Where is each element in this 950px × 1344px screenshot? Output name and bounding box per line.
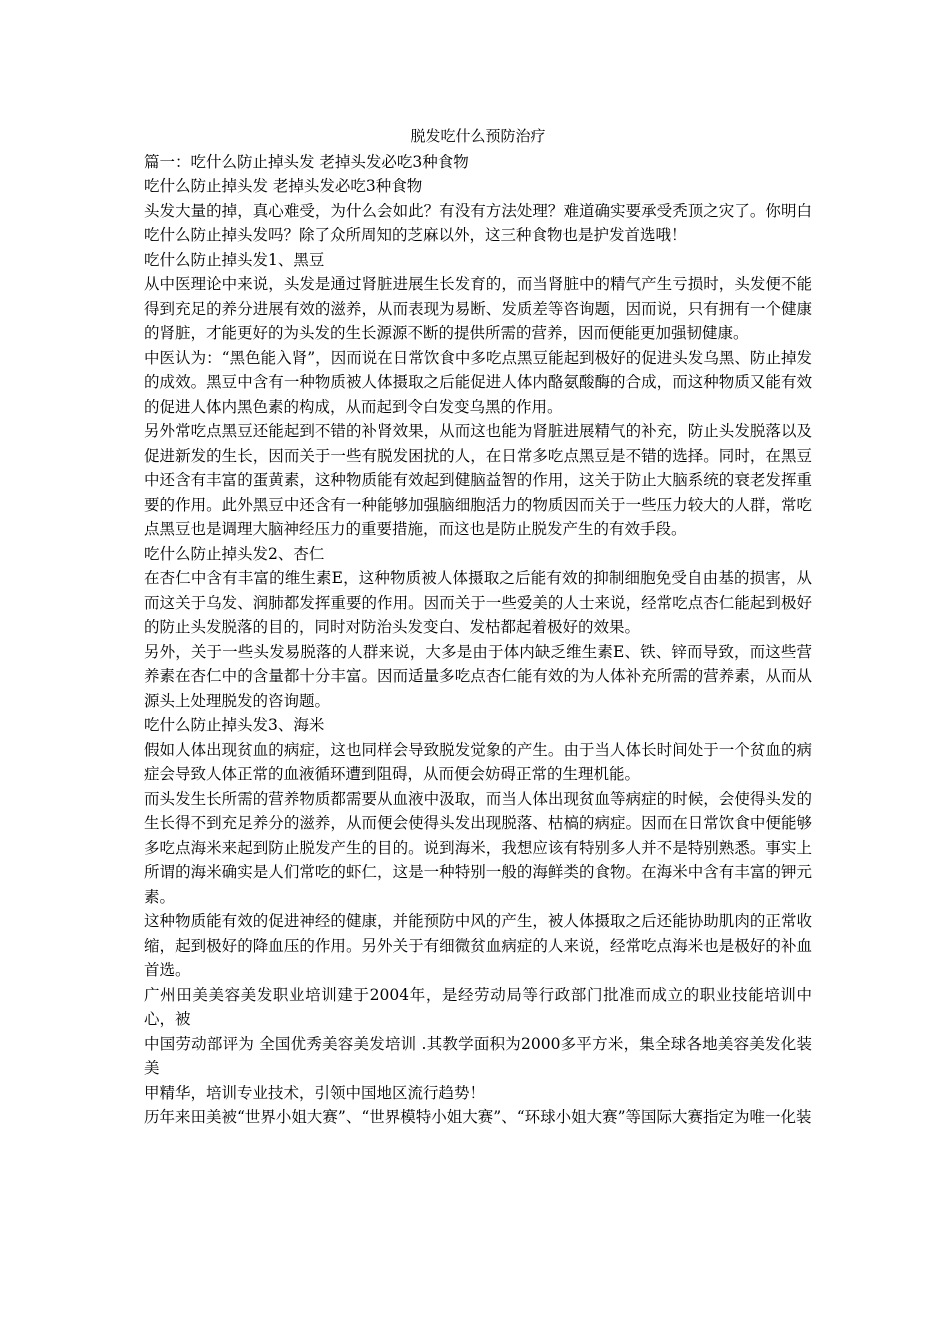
paragraph: 甲精华，培训专业技术，引领中国地区流行趋势！ xyxy=(144,1083,486,1102)
paragraph: 头发大量的掉，真心难受，为什么会如此？有没有方法处理？难道确实要承受秃顶之灾了。你明白吃什么防止掉头发吗？除了众所周知的芝麻以外，这三种食物也是护发首选哦！ xyxy=(144,201,812,244)
document-title: 脱发吃什么预防治疗 xyxy=(410,127,546,145)
paragraph: 篇一：吃什么防止掉头发 老掉头发必吃3种食物 xyxy=(144,152,469,171)
paragraph: 吃什么防止掉头发3、海米 xyxy=(144,716,325,734)
document-body xyxy=(144,150,812,1130)
paragraph: 假如人体出现贫血的病症，这也同样会导致脱发觉象的产生。由于当人体长时间处于一个贫血的病症会导致人体正常的血液循环遭到阻碍，从而便会妨碍正常的生理机能。 xyxy=(144,740,812,783)
paragraph: 吃什么防止掉头发1、黑豆 xyxy=(144,250,325,269)
paragraph: 中医认为：“黑色能入肾”，因而说在日常饮食中多吃点黑豆能起到极好的促进头发乌黑、防止掉发的成效。黑豆中含有一种物质被人体摄取之后能促进人体内酪氨酸酶的合成，而这种物质又能有效的促进人体内黑色素的构成，从而起到令白发变乌黑的作用。 xyxy=(144,348,812,416)
document-page xyxy=(144,124,812,1130)
paragraph: 广州田美美容美发职业培训建于2004年，是经劳动局等行政部门批准而成立的职业技能培训中心，被 xyxy=(144,985,812,1028)
paragraph: 这种物质能有效的促进神经的健康，并能预防中风的产生，被人体摄取之后还能协助肌肉的正常收缩，起到极好的降血压的作用。另外关于有细微贫血病症的人来说，经常吃点海米也是极好的补血首选。 xyxy=(144,912,812,979)
paragraph: 在杏仁中含有丰富的维生素E，这种物质被人体摄取之后能有效的抑制细胞免受自由基的损害，从而这关于乌发、润肺都发挥重要的作用。因而关于一些爱美的人士来说，经常吃点杏仁能起到极好的防止头发脱落的目的，同时对防治头发变白、发枯都起着极好的效果。 xyxy=(144,569,812,636)
paragraph: 吃什么防止掉头发2、杏仁 xyxy=(144,544,325,563)
paragraph: 中国劳动部评为 全国优秀美容美发培训 .其教学面积为2000多平方米，集全球各地美容美发化装美 xyxy=(144,1034,812,1077)
paragraph: 而头发生长所需的营养物质都需要从血液中汲取，而当人体出现贫血等病症的时候，会使得头发的生长得不到充足养分的滋养，从而便会使得头发出现脱落、枯槁的病症。因而在日常饮食中便能够多吃点海米来起到防止脱发产生的目的。说到海米，我想应该有特别多人并不是特别熟悉。事实上所谓的海米确实是人们常吃的虾仁，这是一种特别一般的海鲜类的食物。在海米中含有丰富的钾元素。 xyxy=(144,789,812,906)
paragraph: 吃什么防止掉头发 老掉头发必吃3种食物 xyxy=(144,177,423,195)
paragraph: 从中医理论中来说，头发是通过肾脏进展生长发育的，而当肾脏中的精气产生亏损时，头发便不能得到充足的养分进展有效的滋养，从而表现为易断、发质差等咨询题，因而说，只有拥有一个健康的肾脏，才能更好的为头发的生长源源不断的提供所需的营养，因而便能更加强韧健康。 xyxy=(144,275,812,342)
paragraph: 历年来田美被“世界小姐大赛”、“世界模特小姐大赛”、“环球小姐大赛”等国际大赛指定为唯一化装 xyxy=(144,1108,812,1126)
paragraph: 另外，关于一些头发易脱落的人群来说，大多是由于体内缺乏维生素E、铁、锌而导致，而这些营养素在杏仁中的含量都十分丰富。因而适量多吃点杏仁能有效的为人体补充所需的营养素，从而从源头上处理脱发的咨询题。 xyxy=(144,642,812,710)
paragraph: 另外常吃点黑豆还能起到不错的补肾效果，从而这也能为肾脏进展精气的补充，防止头发脱落以及促进新发的生长，因而关于一些有脱发困扰的人，在日常多吃点黑豆是不错的选择。同时，在黑豆中还含有丰富的蛋黄素，这种物质能有效起到健脑益智的作用，这关于防止大脑系统的衰老发挥重要的作用。此外黑豆中还含有一种能够加强脑细胞活力的物质因而关于一些压力较大的人群，常吃点黑豆也是调理大脑神经压力的重要措施，而这也是防止脱发产生的有效手段。 xyxy=(144,422,812,538)
